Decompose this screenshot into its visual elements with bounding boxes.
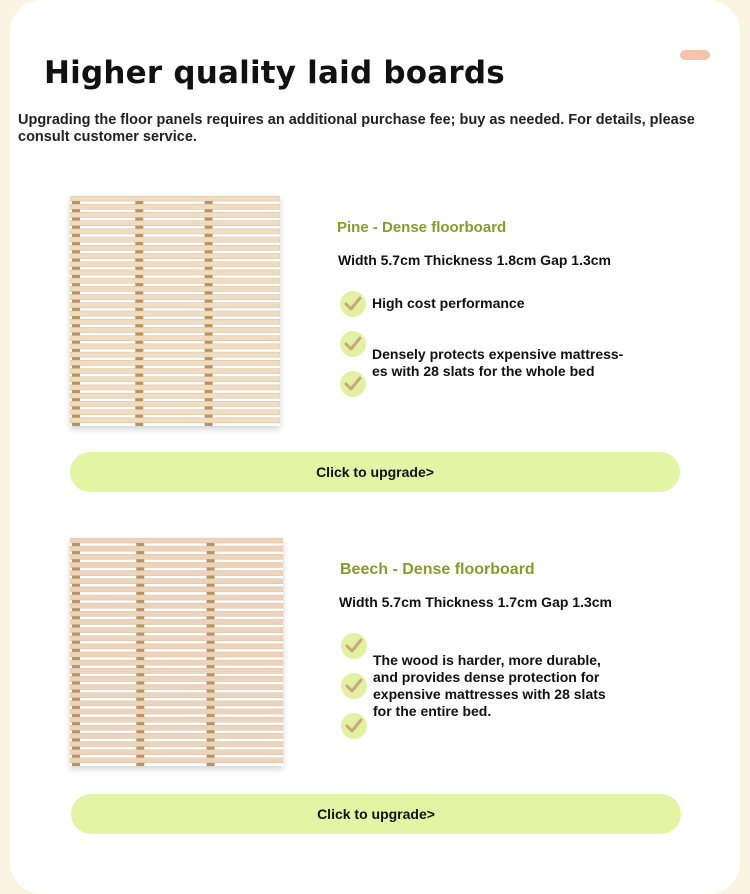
upgrade-button-beech[interactable]: Click to upgrade> [71, 794, 681, 834]
page-subtitle: Upgrading the floor panels requires an additional purchase fee; buy as needed. For details, please consult customer service. [18, 112, 695, 145]
check-icon [340, 371, 366, 397]
decorative-tag [680, 50, 710, 60]
page-title: Higher quality laid boards [44, 55, 505, 91]
product-name-pine: Pine - Dense floorboard [337, 219, 507, 236]
beech-board-image [70, 538, 283, 766]
product-spec-beech: Width 5.7cm Thickness 1.7cm Gap 1.3cm [339, 594, 612, 610]
feature-text: The wood is harder, more durable, and provides dense protection for expensive mattresses with 28 slats for the entire bed. [373, 652, 606, 719]
product-spec-pine: Width 5.7cm Thickness 1.8cm Gap 1.3cm [338, 252, 611, 268]
check-icon [341, 633, 367, 659]
feature-text: Densely protects expensive mattress- es with 28 slats for the whole bed [372, 346, 624, 379]
check-icon [340, 291, 366, 317]
upgrade-button-pine[interactable]: Click to upgrade> [70, 452, 680, 492]
product-name-beech: Beech - Dense floorboard [340, 561, 535, 578]
check-icon [341, 713, 367, 739]
pine-board-image [70, 196, 280, 426]
feature-text: High cost performance [372, 295, 525, 311]
check-icon [341, 673, 367, 699]
check-icon [340, 331, 366, 357]
